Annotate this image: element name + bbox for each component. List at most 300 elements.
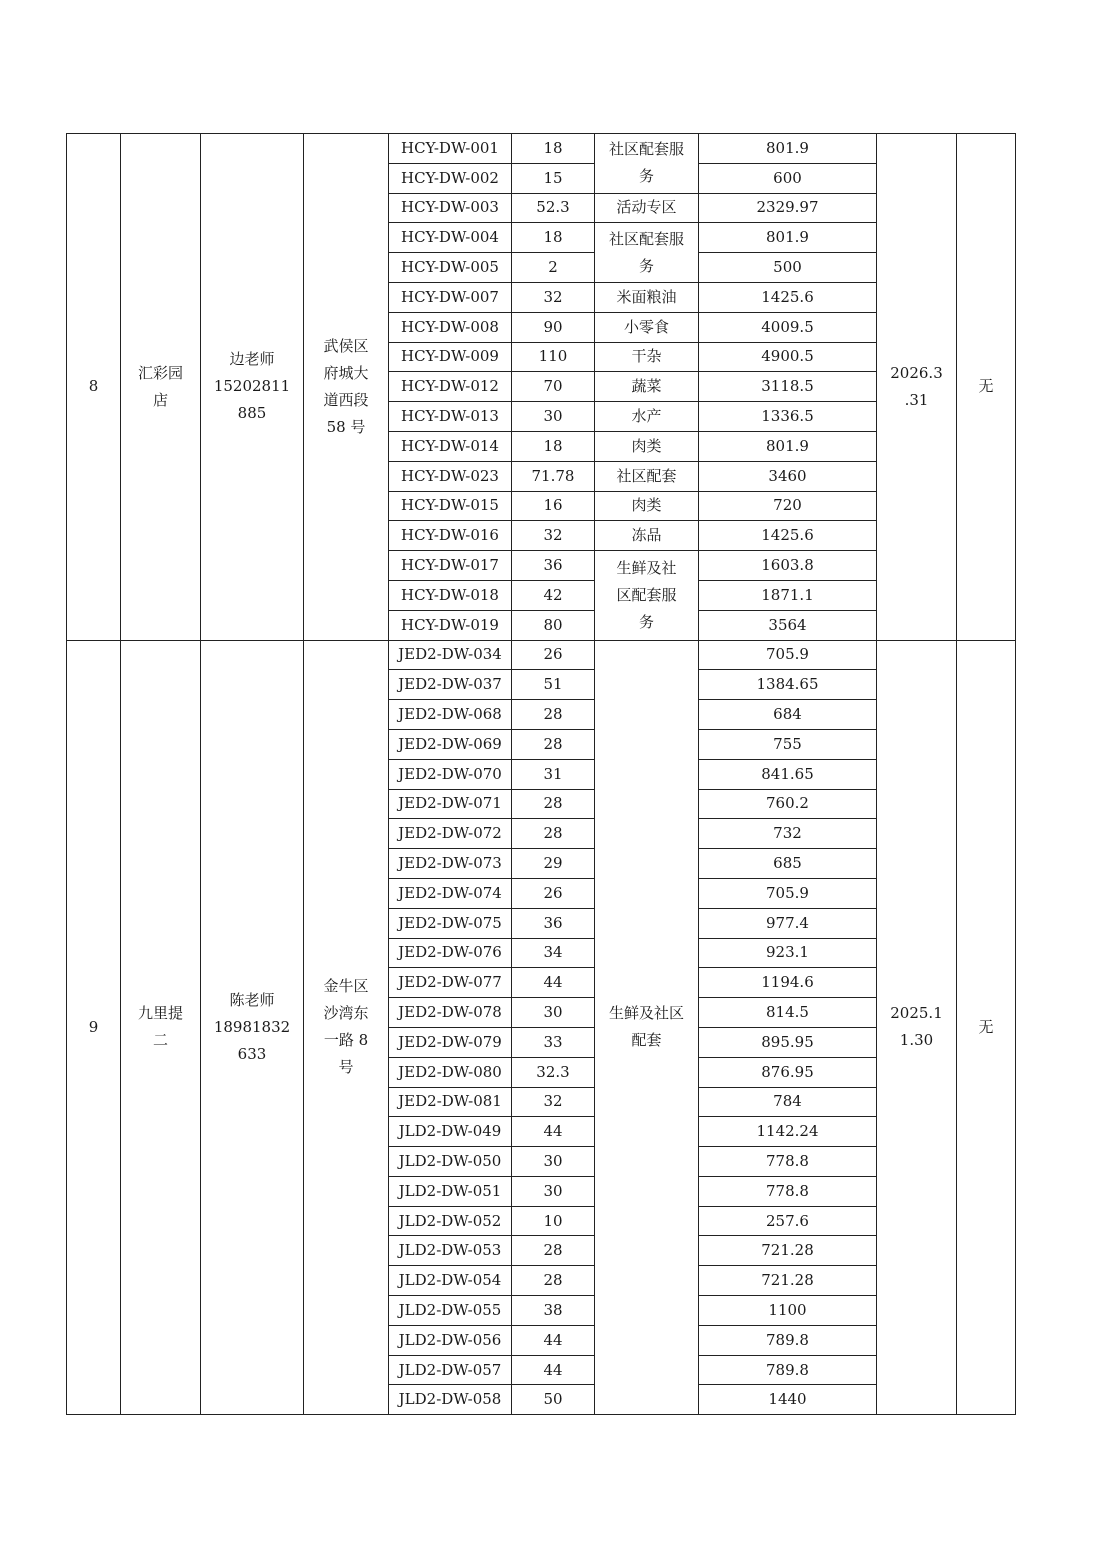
unit-area bbox=[512, 789, 595, 819]
unit-area bbox=[512, 968, 595, 998]
unit-area-text: 16 bbox=[543, 496, 563, 515]
unit-area bbox=[512, 551, 595, 581]
unit-rent bbox=[699, 551, 877, 581]
unit-code-text: JED2-DW-073 bbox=[398, 854, 502, 873]
unit-area-text: 28 bbox=[543, 734, 563, 753]
unit-use-text: 社区配套 bbox=[616, 466, 677, 485]
unit-code-text: JED2-DW-080 bbox=[398, 1062, 502, 1081]
unit-area-text: 44 bbox=[543, 1360, 563, 1379]
unit-area-text: 50 bbox=[543, 1390, 563, 1409]
unit-code bbox=[389, 700, 512, 730]
unit-area-text: 71.78 bbox=[531, 466, 575, 485]
unit-rent-text: 1336.5 bbox=[761, 407, 814, 426]
unit-code-text: HCY-DW-023 bbox=[401, 466, 499, 485]
unit-rent-text: 801.9 bbox=[766, 436, 809, 455]
unit-area-text: 36 bbox=[543, 913, 563, 932]
unit-rent bbox=[699, 431, 877, 461]
unit-code-text: HCY-DW-001 bbox=[401, 138, 499, 157]
unit-area bbox=[512, 253, 595, 283]
unit-rent bbox=[699, 223, 877, 253]
unit-area bbox=[512, 312, 595, 342]
unit-code bbox=[389, 402, 512, 432]
unit-code bbox=[389, 729, 512, 759]
unit-area bbox=[512, 938, 595, 968]
unit-area bbox=[512, 849, 595, 879]
unit-rent bbox=[699, 1117, 877, 1147]
unit-area-text: 18 bbox=[543, 436, 563, 455]
unit-code-text: HCY-DW-004 bbox=[401, 228, 499, 247]
unit-code bbox=[389, 878, 512, 908]
unit-area-text: 28 bbox=[543, 794, 563, 813]
unit-rent-text: 923.1 bbox=[766, 943, 809, 962]
unit-area bbox=[512, 1117, 595, 1147]
unit-code bbox=[389, 670, 512, 700]
unit-rent bbox=[699, 1325, 877, 1355]
store-address-text: 金牛区 沙湾东 一路 8 号 bbox=[323, 977, 369, 1077]
table-body bbox=[67, 134, 1016, 1415]
unit-rent bbox=[699, 163, 877, 193]
remark bbox=[957, 134, 1016, 641]
unit-code-text: HCY-DW-016 bbox=[401, 526, 499, 545]
store-contact-text: 边老师 15202811 885 bbox=[213, 350, 291, 423]
unit-code bbox=[389, 253, 512, 283]
unit-area bbox=[512, 1057, 595, 1087]
unit-rent bbox=[699, 1206, 877, 1236]
unit-code-text: JED2-DW-071 bbox=[398, 794, 502, 813]
unit-code bbox=[389, 282, 512, 312]
unit-rent bbox=[699, 849, 877, 879]
store-name-text: 汇彩园 店 bbox=[137, 363, 183, 409]
unit-area bbox=[512, 580, 595, 610]
unit-area bbox=[512, 1206, 595, 1236]
unit-rent bbox=[699, 729, 877, 759]
unit-area bbox=[512, 372, 595, 402]
unit-rent-text: 705.9 bbox=[766, 645, 809, 664]
unit-area-text: 32 bbox=[543, 1092, 563, 1111]
unit-code bbox=[389, 1057, 512, 1087]
unit-code-text: JED2-DW-070 bbox=[398, 764, 502, 783]
unit-code-text: HCY-DW-018 bbox=[401, 585, 499, 604]
unit-code-text: HCY-DW-002 bbox=[401, 168, 499, 187]
unit-code bbox=[389, 372, 512, 402]
store-number bbox=[67, 134, 121, 641]
unit-code-text: JLD2-DW-056 bbox=[398, 1330, 502, 1349]
store-address bbox=[304, 134, 389, 641]
store-address bbox=[304, 640, 389, 1415]
unit-rent bbox=[699, 878, 877, 908]
unit-rent bbox=[699, 1236, 877, 1266]
unit-area-text: 80 bbox=[543, 615, 563, 634]
unit-rent-text: 4900.5 bbox=[761, 347, 814, 366]
unit-rent-text: 1603.8 bbox=[761, 556, 814, 575]
unit-area bbox=[512, 640, 595, 670]
unit-area-text: 44 bbox=[543, 1122, 563, 1141]
unit-area-text: 30 bbox=[543, 1003, 563, 1021]
unit-use bbox=[595, 491, 699, 521]
unit-use-text: 蔬菜 bbox=[631, 377, 662, 396]
unit-code-text: HCY-DW-009 bbox=[401, 347, 499, 366]
unit-rent-text: 3460 bbox=[768, 466, 807, 485]
unit-rent-text: 801.9 bbox=[766, 228, 809, 247]
unit-area bbox=[512, 700, 595, 730]
unit-rent bbox=[699, 253, 877, 283]
unit-code bbox=[389, 521, 512, 551]
unit-code-text: HCY-DW-019 bbox=[401, 615, 499, 634]
store-contact bbox=[201, 640, 304, 1415]
rental-table bbox=[66, 133, 1016, 1415]
unit-rent-text: 1440 bbox=[768, 1390, 807, 1409]
unit-code bbox=[389, 1325, 512, 1355]
unit-rent bbox=[699, 1176, 877, 1206]
unit-code-text: HCY-DW-017 bbox=[401, 556, 499, 575]
unit-area-text: 28 bbox=[543, 1241, 563, 1260]
unit-rent-text: 778.8 bbox=[766, 1151, 809, 1170]
unit-use-text: 肉类 bbox=[631, 436, 662, 455]
unit-area bbox=[512, 1087, 595, 1117]
unit-area-text: 38 bbox=[543, 1300, 563, 1319]
unit-area-text: 31 bbox=[543, 764, 563, 783]
unit-rent bbox=[699, 640, 877, 670]
unit-area bbox=[512, 998, 595, 1028]
unit-rent bbox=[699, 819, 877, 849]
remark-text: 无 bbox=[978, 377, 994, 396]
unit-rent-text: 801.9 bbox=[766, 138, 809, 157]
table-row bbox=[67, 134, 1016, 164]
store-number bbox=[67, 640, 121, 1415]
unit-area bbox=[512, 1385, 595, 1415]
unit-area bbox=[512, 1176, 595, 1206]
unit-code bbox=[389, 819, 512, 849]
unit-area bbox=[512, 1266, 595, 1296]
unit-rent-text: 705.9 bbox=[766, 883, 809, 902]
unit-code bbox=[389, 789, 512, 819]
unit-area bbox=[512, 342, 595, 372]
unit-area bbox=[512, 1325, 595, 1355]
unit-area-text: 15 bbox=[543, 168, 563, 187]
unit-area-text: 33 bbox=[543, 1032, 563, 1051]
unit-rent bbox=[699, 402, 877, 432]
unit-area bbox=[512, 163, 595, 193]
unit-code-text: HCY-DW-013 bbox=[401, 407, 499, 426]
unit-code bbox=[389, 1385, 512, 1415]
unit-rent-text: 685 bbox=[773, 854, 802, 873]
unit-area-text: 51 bbox=[543, 675, 563, 694]
unit-code bbox=[389, 342, 512, 372]
unit-rent-text: 721.28 bbox=[761, 1271, 814, 1290]
unit-area-text: 30 bbox=[543, 1151, 563, 1170]
unit-code-text: JLD2-DW-058 bbox=[398, 1390, 502, 1409]
unit-code bbox=[389, 134, 512, 164]
unit-code bbox=[389, 759, 512, 789]
unit-rent-text: 1384.65 bbox=[756, 675, 819, 694]
unit-use-text: 干杂 bbox=[631, 347, 662, 366]
unit-code bbox=[389, 580, 512, 610]
unit-area bbox=[512, 431, 595, 461]
unit-area-text: 29 bbox=[543, 854, 563, 873]
unit-rent-text: 1425.6 bbox=[761, 287, 814, 306]
unit-code bbox=[389, 431, 512, 461]
unit-rent bbox=[699, 580, 877, 610]
store-address-text: 武侯区 府城大 道西段 58 号 bbox=[323, 336, 369, 436]
store-number-text: 8 bbox=[88, 377, 99, 396]
unit-rent bbox=[699, 998, 877, 1028]
unit-use bbox=[595, 640, 699, 1415]
unit-area-text: 2 bbox=[548, 258, 558, 277]
unit-use bbox=[595, 431, 699, 461]
unit-rent-text: 789.8 bbox=[766, 1330, 809, 1349]
unit-area-text: 30 bbox=[543, 1181, 563, 1200]
unit-code-text: JLD2-DW-053 bbox=[398, 1241, 502, 1260]
unit-rent bbox=[699, 312, 877, 342]
unit-code-text: JED2-DW-079 bbox=[398, 1032, 502, 1051]
unit-code bbox=[389, 1117, 512, 1147]
unit-rent-text: 720 bbox=[773, 496, 802, 515]
unit-area bbox=[512, 1147, 595, 1177]
unit-area bbox=[512, 193, 595, 223]
unit-rent bbox=[699, 610, 877, 640]
unit-code bbox=[389, 193, 512, 223]
unit-use bbox=[595, 312, 699, 342]
unit-rent-text: 1100 bbox=[768, 1300, 807, 1319]
unit-rent bbox=[699, 134, 877, 164]
unit-rent-text: 895.95 bbox=[761, 1032, 814, 1051]
unit-area-text: 44 bbox=[543, 973, 563, 992]
unit-area-text: 28 bbox=[543, 824, 563, 843]
unit-code-text: JED2-DW-077 bbox=[398, 973, 502, 992]
unit-area-text: 30 bbox=[543, 407, 563, 426]
unit-area-text: 28 bbox=[543, 1271, 563, 1290]
table-row bbox=[67, 640, 1016, 670]
unit-code-text: JED2-DW-075 bbox=[398, 913, 502, 932]
unit-area-text: 110 bbox=[538, 347, 568, 366]
unit-code-text: HCY-DW-015 bbox=[401, 496, 499, 515]
unit-code bbox=[389, 1206, 512, 1236]
unit-code-text: JED2-DW-069 bbox=[398, 734, 502, 753]
unit-code-text: JED2-DW-081 bbox=[398, 1092, 502, 1111]
unit-code-text: HCY-DW-003 bbox=[401, 198, 499, 217]
unit-use bbox=[595, 282, 699, 312]
unit-area-text: 36 bbox=[543, 556, 563, 575]
unit-area-text: 18 bbox=[543, 138, 563, 157]
unit-area-text: 32 bbox=[543, 287, 563, 306]
unit-rent bbox=[699, 282, 877, 312]
unit-rent bbox=[699, 372, 877, 402]
unit-use-text: 生鲜及社区 配套 bbox=[608, 1004, 684, 1050]
unit-code-text: JLD2-DW-051 bbox=[398, 1181, 502, 1200]
unit-rent-text: 784 bbox=[773, 1092, 802, 1111]
unit-code bbox=[389, 908, 512, 938]
unit-code-text: JED2-DW-074 bbox=[398, 883, 502, 902]
unit-rent bbox=[699, 670, 877, 700]
unit-code bbox=[389, 551, 512, 581]
unit-code-text: HCY-DW-005 bbox=[401, 258, 499, 277]
unit-rent-text: 3564 bbox=[768, 615, 807, 634]
unit-area-text: 34 bbox=[543, 943, 563, 962]
unit-code bbox=[389, 223, 512, 253]
unit-rent bbox=[699, 759, 877, 789]
unit-rent-text: 977.4 bbox=[766, 913, 809, 932]
unit-use bbox=[595, 521, 699, 551]
unit-rent-text: 721.28 bbox=[761, 1241, 814, 1260]
unit-rent-text: 257.6 bbox=[766, 1211, 809, 1230]
unit-use-text: 米面粮油 bbox=[616, 287, 677, 306]
unit-area-text: 32 bbox=[543, 526, 563, 545]
unit-area-text: 42 bbox=[543, 585, 563, 604]
unit-use bbox=[595, 372, 699, 402]
unit-area bbox=[512, 759, 595, 789]
unit-rent bbox=[699, 908, 877, 938]
unit-rent bbox=[699, 1147, 877, 1177]
unit-code bbox=[389, 1147, 512, 1177]
unit-area bbox=[512, 610, 595, 640]
unit-area-text: 26 bbox=[543, 645, 563, 664]
unit-rent-text: 1425.6 bbox=[761, 526, 814, 545]
unit-area bbox=[512, 402, 595, 432]
unit-use bbox=[595, 342, 699, 372]
unit-code bbox=[389, 461, 512, 491]
contract-expiry-text: 2026.3 .31 bbox=[890, 363, 943, 409]
unit-code-text: JLD2-DW-052 bbox=[398, 1211, 502, 1230]
unit-code bbox=[389, 938, 512, 968]
unit-rent bbox=[699, 938, 877, 968]
unit-use-text: 小零食 bbox=[623, 317, 669, 336]
unit-code-text: JED2-DW-078 bbox=[398, 1003, 502, 1021]
unit-rent bbox=[699, 968, 877, 998]
unit-rent bbox=[699, 521, 877, 551]
unit-code-text: JED2-DW-072 bbox=[398, 824, 502, 843]
unit-area bbox=[512, 134, 595, 164]
unit-use bbox=[595, 223, 699, 283]
unit-use-text: 冻品 bbox=[631, 526, 662, 545]
store-contact bbox=[201, 134, 304, 641]
unit-area-text: 52.3 bbox=[536, 198, 570, 217]
unit-area bbox=[512, 908, 595, 938]
unit-code bbox=[389, 163, 512, 193]
unit-rent-text: 600 bbox=[773, 168, 802, 187]
unit-use bbox=[595, 461, 699, 491]
unit-code bbox=[389, 1266, 512, 1296]
unit-rent-text: 2329.97 bbox=[756, 198, 819, 217]
unit-code-text: HCY-DW-007 bbox=[401, 287, 499, 306]
unit-code bbox=[389, 1355, 512, 1385]
unit-area bbox=[512, 1236, 595, 1266]
unit-rent bbox=[699, 1296, 877, 1326]
unit-rent bbox=[699, 1057, 877, 1087]
unit-code bbox=[389, 1296, 512, 1326]
unit-rent-text: 841.65 bbox=[761, 764, 814, 783]
unit-area-text: 32.3 bbox=[536, 1062, 570, 1081]
unit-rent-text: 876.95 bbox=[761, 1062, 814, 1081]
store-number-text: 9 bbox=[88, 1017, 99, 1036]
unit-code-text: HCY-DW-008 bbox=[401, 317, 499, 336]
unit-rent-text: 684 bbox=[773, 705, 802, 724]
unit-code-text: HCY-DW-014 bbox=[401, 436, 499, 455]
unit-code bbox=[389, 1027, 512, 1057]
unit-use-text: 社区配套服 务 bbox=[608, 229, 684, 275]
unit-rent-text: 814.5 bbox=[766, 1003, 809, 1021]
unit-area bbox=[512, 670, 595, 700]
unit-area-text: 90 bbox=[543, 317, 563, 336]
unit-rent-text: 1871.1 bbox=[761, 585, 814, 604]
unit-code bbox=[389, 1236, 512, 1266]
unit-use-text: 肉类 bbox=[631, 496, 662, 515]
unit-area bbox=[512, 1027, 595, 1057]
unit-code-text: JED2-DW-034 bbox=[398, 645, 502, 664]
unit-area bbox=[512, 521, 595, 551]
unit-rent-text: 1142.24 bbox=[756, 1122, 819, 1141]
store-name-text: 九里提 二 bbox=[137, 1004, 183, 1050]
unit-area bbox=[512, 282, 595, 312]
unit-use bbox=[595, 134, 699, 194]
unit-code bbox=[389, 968, 512, 998]
unit-area bbox=[512, 223, 595, 253]
unit-rent bbox=[699, 700, 877, 730]
unit-rent-text: 4009.5 bbox=[761, 317, 814, 336]
unit-area-text: 10 bbox=[543, 1211, 563, 1230]
unit-code-text: JLD2-DW-057 bbox=[398, 1360, 502, 1379]
unit-rent bbox=[699, 789, 877, 819]
unit-rent bbox=[699, 1355, 877, 1385]
unit-code bbox=[389, 312, 512, 342]
unit-rent-text: 732 bbox=[773, 824, 802, 843]
unit-rent bbox=[699, 1027, 877, 1057]
unit-area-text: 28 bbox=[543, 705, 563, 724]
unit-rent-text: 1194.6 bbox=[761, 973, 814, 992]
contract-expiry-text: 2025.1 1.30 bbox=[890, 1004, 943, 1050]
unit-area bbox=[512, 729, 595, 759]
store-name bbox=[121, 640, 201, 1415]
unit-use-text: 生鲜及社 区配套服 务 bbox=[616, 558, 677, 631]
unit-code bbox=[389, 640, 512, 670]
unit-code bbox=[389, 610, 512, 640]
unit-rent-text: 778.8 bbox=[766, 1181, 809, 1200]
unit-area bbox=[512, 1355, 595, 1385]
contract-expiry bbox=[877, 134, 957, 641]
unit-area-text: 70 bbox=[543, 377, 563, 396]
unit-rent-text: 500 bbox=[773, 258, 802, 277]
unit-rent bbox=[699, 193, 877, 223]
unit-code-text: HCY-DW-012 bbox=[401, 377, 499, 396]
unit-code-text: JED2-DW-037 bbox=[398, 675, 502, 694]
unit-use-text: 活动专区 bbox=[616, 198, 677, 217]
unit-code bbox=[389, 491, 512, 521]
unit-use-text: 水产 bbox=[631, 407, 662, 426]
unit-rent-text: 789.8 bbox=[766, 1360, 809, 1379]
unit-rent bbox=[699, 342, 877, 372]
unit-code bbox=[389, 998, 512, 1028]
unit-area-text: 44 bbox=[543, 1330, 563, 1349]
store-name bbox=[121, 134, 201, 641]
unit-code bbox=[389, 1176, 512, 1206]
unit-use bbox=[595, 193, 699, 223]
unit-code-text: JLD2-DW-050 bbox=[398, 1151, 502, 1170]
unit-code-text: JED2-DW-076 bbox=[398, 943, 502, 962]
remark bbox=[957, 640, 1016, 1415]
unit-rent bbox=[699, 461, 877, 491]
unit-code bbox=[389, 849, 512, 879]
unit-rent bbox=[699, 491, 877, 521]
unit-code-text: JLD2-DW-049 bbox=[398, 1122, 502, 1141]
unit-area bbox=[512, 461, 595, 491]
unit-area bbox=[512, 878, 595, 908]
unit-code bbox=[389, 1087, 512, 1117]
unit-code-text: JLD2-DW-054 bbox=[398, 1271, 502, 1290]
unit-area-text: 26 bbox=[543, 883, 563, 902]
store-contact-text: 陈老师 18981832 633 bbox=[213, 990, 291, 1063]
unit-use bbox=[595, 402, 699, 432]
unit-area bbox=[512, 491, 595, 521]
unit-rent-text: 3118.5 bbox=[761, 377, 814, 396]
